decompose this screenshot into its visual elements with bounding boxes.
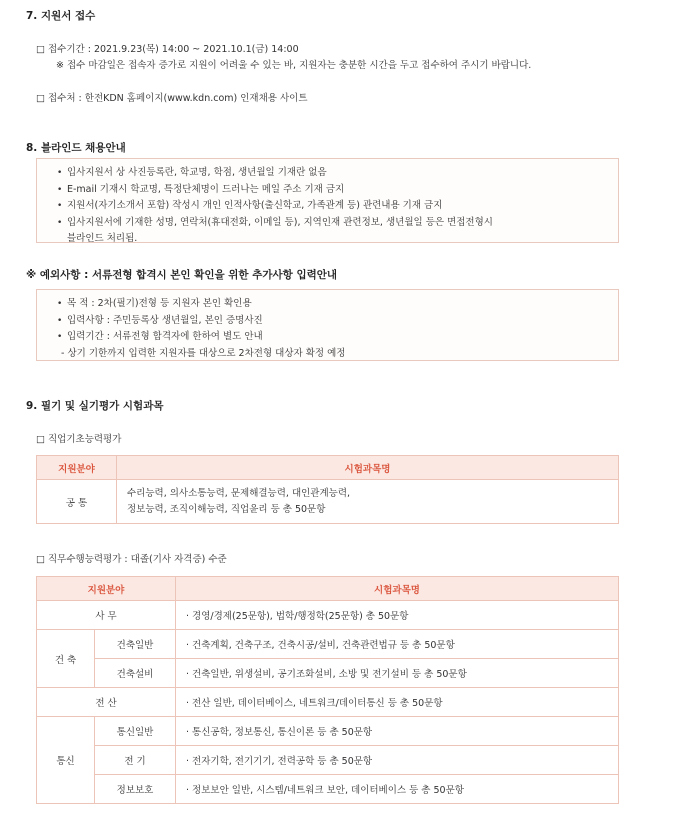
basic-competency-label: □ 직업기초능력평가 xyxy=(36,434,122,445)
list-item: • 목 적 : 2차(필기)전형 등 지원자 본인 확인용 xyxy=(57,296,608,313)
subject-line: 정보능력, 조직이해능력, 직업윤리 등 총 50문항 xyxy=(127,503,326,515)
table-cell-field: 건축일반 xyxy=(95,630,176,659)
list-item: • 입력기간 : 서류전형 합격자에 한하여 별도 안내 xyxy=(57,329,608,346)
table-cell-field: 공 통 xyxy=(37,480,117,524)
table-cell-field: 전 산 xyxy=(37,688,176,717)
application-place: □ 접수처 : 한전KDN 홈페이지(www.kdn.com) 인재채용 사이트 xyxy=(36,93,308,104)
list-item: • 입사지원서 상 사진등록란, 학교명, 학점, 생년월일 기재란 없음 xyxy=(57,165,608,182)
table-cell-subject: · 정보보안 일반, 시스템/네트워크 보안, 데이터베이스 등 총 50문항 xyxy=(176,775,619,804)
table-cell-subject: · 전산 일반, 데이터베이스, 네트워크/데이터통신 등 총 50문항 xyxy=(176,688,619,717)
table-header-field: 지원분야 xyxy=(37,456,117,480)
subject-line: 수리능력, 의사소통능력, 문제해결능력, 대인관계능력, xyxy=(127,487,351,499)
section-8-title: 8. 블라인드 채용안내 xyxy=(26,142,126,154)
exception-title: ※ 예외사항 : 서류전형 합격시 본인 확인을 위한 추가사항 입력안내 xyxy=(26,269,338,281)
table-cell-subject xyxy=(117,480,619,524)
job-competency-table xyxy=(36,576,619,804)
job-competency-label: □ 직무수행능력평가 : 대졸(기사 자격증) 수준 xyxy=(36,554,227,565)
list-item: • E-mail 기재시 학교명, 특정단체명이 드러나는 메일 주소 기재 금지 xyxy=(57,182,608,199)
application-period: □ 접수기간 : 2021.9.23(목) 14:00 ~ 2021.10.1(금) 14:00 xyxy=(36,44,299,55)
table-cell-group: 통신 xyxy=(37,717,95,804)
list-item: • 입사지원서에 기재한 성명, 연락처(휴대전화, 이메일 등), 지역인재 관련정보, 생년월일 등은 면접전형시 xyxy=(57,215,608,232)
list-item: • 입력사항 : 주민등록상 생년월일, 본인 증명사진 xyxy=(57,313,608,330)
blind-recruitment-box xyxy=(36,158,619,243)
table-cell-field: 통신일반 xyxy=(95,717,176,746)
section-7-title: 7. 지원서 접수 xyxy=(26,10,96,22)
exception-box xyxy=(36,289,619,361)
table-header-subject: 시험과목명 xyxy=(176,577,619,601)
table-cell-field: 사 무 xyxy=(37,601,176,630)
list-item-subnote: - 상기 기한까지 입력한 지원자를 대상으로 2차전형 대상자 확정 예정 xyxy=(61,347,346,359)
basic-competency-table xyxy=(36,455,619,524)
table-cell-subject: · 경영/경제(25문항), 법학/행정학(25문항) 총 50문항 xyxy=(176,601,619,630)
table-cell-subject: · 전자기학, 전기기기, 전력공학 등 총 50문항 xyxy=(176,746,619,775)
table-cell-field: 정보보호 xyxy=(95,775,176,804)
section-9-title: 9. 필기 및 실기평가 시험과목 xyxy=(26,400,164,412)
list-item-continuation: 블라인드 처리됨. xyxy=(67,233,138,244)
table-cell-field: 전 기 xyxy=(95,746,176,775)
table-header-subject: 시험과목명 xyxy=(117,456,619,480)
table-cell-subject: · 통신공학, 정보통신, 통신이론 등 총 50문항 xyxy=(176,717,619,746)
table-cell-field: 건축설비 xyxy=(95,659,176,688)
table-header-field: 지원분야 xyxy=(37,577,176,601)
application-note: ※ 접수 마감일은 접속자 증가로 지원이 어려울 수 있는 바, 지원자는 충분한 시간을 두고 접수하여 주시기 바랍니다. xyxy=(56,60,532,71)
list-item: • 지원서(자기소개서 포함) 작성시 개인 인적사항(출신학교, 가족관계 등) 관련내용 기재 금지 xyxy=(57,198,608,215)
table-cell-group: 건 축 xyxy=(37,630,95,688)
table-cell-subject: · 건축계획, 건축구조, 건축시공/설비, 건축관련법규 등 총 50문항 xyxy=(176,630,619,659)
table-cell-subject: · 건축일반, 위생설비, 공기조화설비, 소방 및 전기설비 등 총 50문항 xyxy=(176,659,619,688)
